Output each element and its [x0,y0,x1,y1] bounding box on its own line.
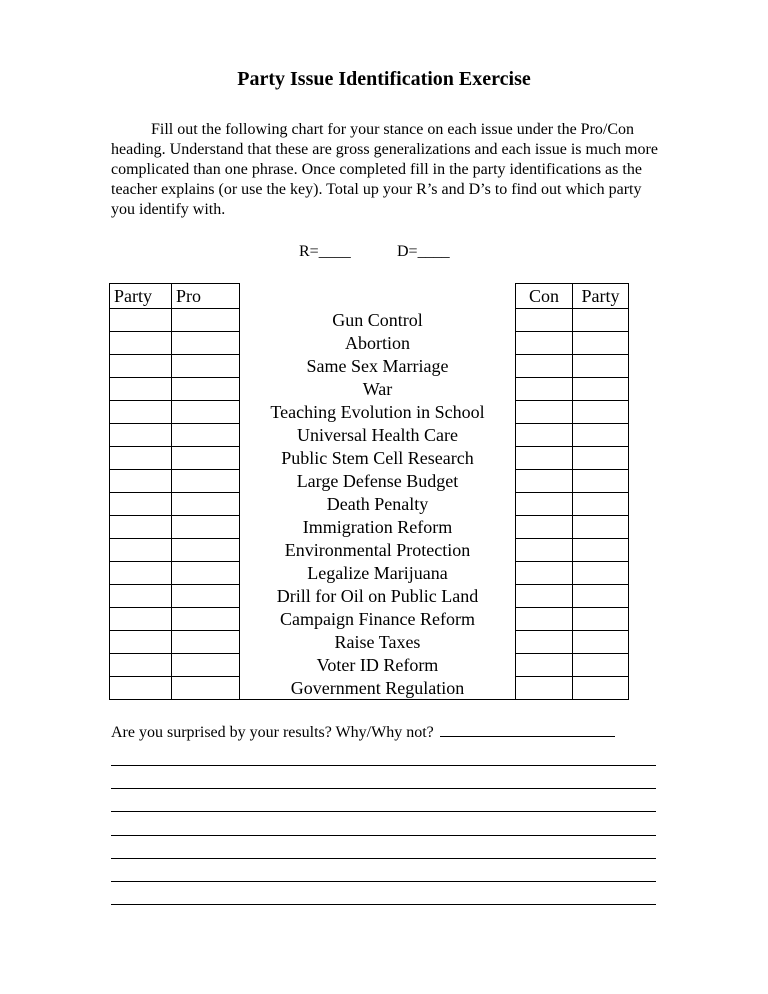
reflection-question [111,722,615,742]
issue-cell: Abortion [240,332,516,355]
con-cell[interactable] [516,585,573,608]
party-left-cell[interactable] [110,401,172,424]
republican-tally: R=____ [299,243,351,260]
answer-line[interactable] [111,858,656,859]
instructions-paragraph: Fill out the following chart for your stance on each issue under the Pro/Con heading. Understand that these are gross generalizations and each issue is much more complicated than one phrase. Once completed fill in the party identifications as the teacher explains (or use the key). Total up your R’s and D’s to find out which party you identify with. [111,121,658,218]
con-cell[interactable] [516,355,573,378]
header-party-left: Party [110,284,172,309]
header-pro: Pro [172,284,240,309]
party-left-cell[interactable] [110,355,172,378]
answer-line[interactable] [111,835,656,836]
con-cell[interactable] [516,309,573,332]
con-cell[interactable] [516,608,573,631]
pro-cell[interactable] [172,493,240,516]
pro-cell[interactable] [172,608,240,631]
party-right-cell[interactable] [573,493,629,516]
party-right-cell[interactable] [573,355,629,378]
con-cell[interactable] [516,516,573,539]
party-left-cell[interactable] [110,539,172,562]
party-left-cell[interactable] [110,562,172,585]
party-right-cell[interactable] [573,562,629,585]
pro-cell[interactable] [172,332,240,355]
issue-cell: Campaign Finance Reform [240,608,516,631]
party-left-cell[interactable] [110,378,172,401]
con-cell[interactable] [516,447,573,470]
table-row [110,401,629,424]
party-right-cell[interactable] [573,608,629,631]
party-right-cell[interactable] [573,539,629,562]
party-right-cell[interactable] [573,516,629,539]
con-cell[interactable] [516,401,573,424]
pro-cell[interactable] [172,539,240,562]
con-cell[interactable] [516,424,573,447]
issue-cell: Drill for Oil on Public Land [240,585,516,608]
answer-line[interactable] [111,811,656,812]
party-left-cell[interactable] [110,493,172,516]
party-right-cell[interactable] [573,424,629,447]
table-row [110,378,629,401]
con-cell[interactable] [516,631,573,654]
party-right-cell[interactable] [573,677,629,700]
table-row [110,355,629,378]
pro-cell[interactable] [172,654,240,677]
party-right-cell[interactable] [573,654,629,677]
header-con: Con [516,284,573,309]
table-row [110,677,629,700]
party-left-cell[interactable] [110,585,172,608]
pro-cell[interactable] [172,677,240,700]
table-row [110,654,629,677]
table-row [110,470,629,493]
con-cell[interactable] [516,470,573,493]
issue-cell: Raise Taxes [240,631,516,654]
issue-cell: Government Regulation [240,677,516,700]
party-right-cell[interactable] [573,631,629,654]
issue-cell: Immigration Reform [240,516,516,539]
party-left-cell[interactable] [110,677,172,700]
table-row [110,447,629,470]
party-left-cell[interactable] [110,470,172,493]
table-row [110,608,629,631]
con-cell[interactable] [516,539,573,562]
header-issue [240,284,516,309]
pro-cell[interactable] [172,424,240,447]
con-cell[interactable] [516,654,573,677]
issue-cell: Teaching Evolution in School [240,401,516,424]
pro-cell[interactable] [172,470,240,493]
table-row [110,424,629,447]
pro-cell[interactable] [172,378,240,401]
table-row [110,493,629,516]
con-cell[interactable] [516,378,573,401]
issue-cell: War [240,378,516,401]
issue-chart [109,283,629,700]
party-left-cell[interactable] [110,447,172,470]
party-left-cell[interactable] [110,424,172,447]
party-left-cell[interactable] [110,654,172,677]
pro-cell[interactable] [172,401,240,424]
pro-cell[interactable] [172,516,240,539]
party-right-cell[interactable] [573,309,629,332]
party-right-cell[interactable] [573,332,629,355]
issue-cell: Environmental Protection [240,539,516,562]
table-row [110,539,629,562]
pro-cell[interactable] [172,562,240,585]
party-left-cell[interactable] [110,608,172,631]
con-cell[interactable] [516,677,573,700]
con-cell[interactable] [516,332,573,355]
chart-header-row [110,284,629,309]
reflection-question-text: Are you surprised by your results? Why/Why not? [111,724,434,741]
table-row [110,585,629,608]
pro-cell[interactable] [172,631,240,654]
issue-cell: Legalize Marijuana [240,562,516,585]
con-cell[interactable] [516,562,573,585]
answer-line[interactable] [111,765,656,766]
table-row [110,516,629,539]
party-right-cell[interactable] [573,470,629,493]
pro-cell[interactable] [172,585,240,608]
pro-cell[interactable] [172,309,240,332]
party-right-cell[interactable] [573,585,629,608]
democrat-tally: D=____ [397,243,450,260]
party-left-cell[interactable] [110,309,172,332]
answer-line[interactable] [111,788,656,789]
table-row [110,562,629,585]
header-party-right: Party [573,284,629,309]
party-left-cell[interactable] [110,631,172,654]
table-row [110,332,629,355]
reflection-answer-blank[interactable] [440,722,615,737]
con-cell[interactable] [516,493,573,516]
answer-line[interactable] [111,881,656,882]
page-title: Party Issue Identification Exercise [237,68,531,90]
party-right-cell[interactable] [573,447,629,470]
table-row [110,631,629,654]
party-right-cell[interactable] [573,378,629,401]
issue-cell: Large Defense Budget [240,470,516,493]
table-row [110,309,629,332]
issue-cell: Public Stem Cell Research [240,447,516,470]
party-left-cell[interactable] [110,332,172,355]
issue-cell: Gun Control [240,309,516,332]
pro-cell[interactable] [172,447,240,470]
party-right-cell[interactable] [573,401,629,424]
issue-cell: Voter ID Reform [240,654,516,677]
pro-cell[interactable] [172,355,240,378]
party-left-cell[interactable] [110,516,172,539]
answer-line[interactable] [111,904,656,905]
issue-cell: Death Penalty [240,493,516,516]
issue-cell: Universal Health Care [240,424,516,447]
issue-cell: Same Sex Marriage [240,355,516,378]
